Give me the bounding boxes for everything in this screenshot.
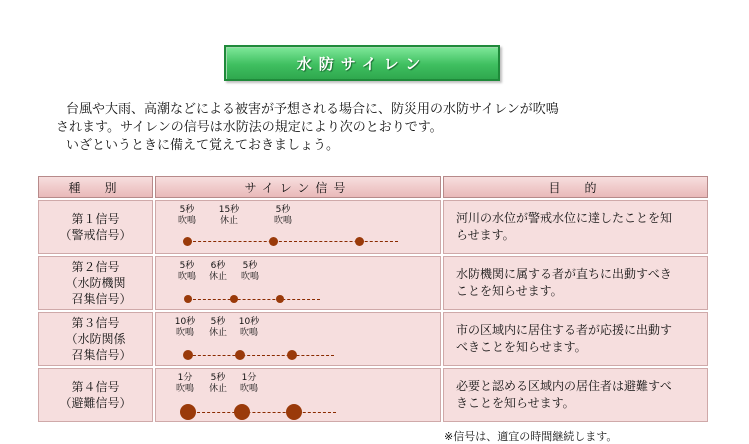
page-title: 水防サイレン bbox=[296, 54, 428, 73]
signal-purpose: 河川の水位が警戒水位に達したことを知 らせます。 bbox=[443, 200, 708, 254]
intro-line-2: されます。サイレンの信号は水防法の規定により次のとおりです。 bbox=[56, 120, 443, 135]
signal-type: （水防機関 bbox=[65, 276, 126, 290]
timing-label: 5秒 休止 bbox=[208, 317, 227, 338]
intro-text bbox=[56, 101, 716, 155]
header-purpose: 目 的 bbox=[443, 176, 708, 198]
signal-name: 第３信号 bbox=[71, 316, 120, 330]
signal-dot bbox=[184, 295, 192, 303]
signal-name: 第２信号 bbox=[71, 260, 120, 274]
siren-signal-table bbox=[36, 174, 710, 424]
signal-pattern bbox=[155, 368, 441, 422]
signal-type: 召集信号） bbox=[59, 292, 132, 306]
signal-dot bbox=[234, 404, 250, 420]
signal-kind bbox=[38, 200, 153, 254]
signal-dot bbox=[355, 237, 364, 246]
timing-label: 5秒 吹鳴 bbox=[177, 205, 196, 226]
table-row bbox=[38, 200, 708, 254]
signal-type: （避難信号） bbox=[59, 396, 132, 410]
signal-pattern bbox=[155, 312, 441, 366]
signal-dot bbox=[269, 237, 278, 246]
table-row bbox=[38, 312, 708, 366]
table-row bbox=[38, 368, 708, 422]
footnote: ※信号は、適宜の時間継続します。 bbox=[444, 430, 618, 443]
signal-dot bbox=[235, 350, 245, 360]
signal-dot bbox=[276, 295, 284, 303]
signal-type: 召集信号） bbox=[59, 348, 132, 362]
timing-label: 5秒 吹鳴 bbox=[240, 261, 259, 282]
header-signal: サイレン信号 bbox=[155, 176, 441, 198]
title-banner bbox=[224, 45, 500, 81]
table-row bbox=[38, 256, 708, 310]
signal-dot bbox=[183, 237, 192, 246]
signal-line bbox=[188, 299, 320, 300]
timing-label: 15秒 休止 bbox=[218, 205, 240, 226]
signal-type: （警戒信号） bbox=[59, 228, 132, 242]
signal-dot bbox=[180, 404, 196, 420]
timing-label: 1分 吹鳴 bbox=[175, 373, 194, 394]
signal-pattern bbox=[155, 256, 441, 310]
intro-line-3: いざというときに備えて覚えておきましょう。 bbox=[66, 138, 340, 153]
signal-name: 第１信号 bbox=[71, 212, 120, 226]
signal-purpose: 市の区域内に居住する者が応援に出動す べきことを知らせます。 bbox=[443, 312, 708, 366]
signal-line bbox=[188, 355, 334, 356]
signal-dot bbox=[286, 404, 302, 420]
signal-line bbox=[192, 412, 336, 413]
timing-label: 10秒 吹鳴 bbox=[174, 317, 196, 338]
signal-kind bbox=[38, 256, 153, 310]
timing-label: 5秒 吹鳴 bbox=[177, 261, 196, 282]
signal-type: （水防関係 bbox=[65, 332, 126, 346]
signal-purpose: 水防機関に属する者が直ちに出動すべき ことを知らせます。 bbox=[443, 256, 708, 310]
intro-line-1: 台風や大雨、高潮などによる被害が予想される場合に、防災用の水防サイレンが吹鳴 bbox=[66, 102, 559, 117]
signal-kind bbox=[38, 368, 153, 422]
signal-dot bbox=[183, 350, 193, 360]
timing-label: 10秒 吹鳴 bbox=[238, 317, 260, 338]
header-kind: 種 別 bbox=[38, 176, 153, 198]
timing-label: 5秒 休止 bbox=[208, 373, 227, 394]
signal-line bbox=[188, 241, 398, 242]
signal-purpose: 必要と認める区域内の居住者は避難すべ きことを知らせます。 bbox=[443, 368, 708, 422]
signal-dot bbox=[230, 295, 238, 303]
timing-label: 6秒 休止 bbox=[208, 261, 227, 282]
table-header-row bbox=[38, 176, 708, 198]
timing-label: 5秒 吹鳴 bbox=[273, 205, 292, 226]
timing-label: 1分 吹鳴 bbox=[239, 373, 258, 394]
signal-kind bbox=[38, 312, 153, 366]
signal-name: 第４信号 bbox=[71, 380, 120, 394]
signal-dot bbox=[287, 350, 297, 360]
signal-pattern bbox=[155, 200, 441, 254]
